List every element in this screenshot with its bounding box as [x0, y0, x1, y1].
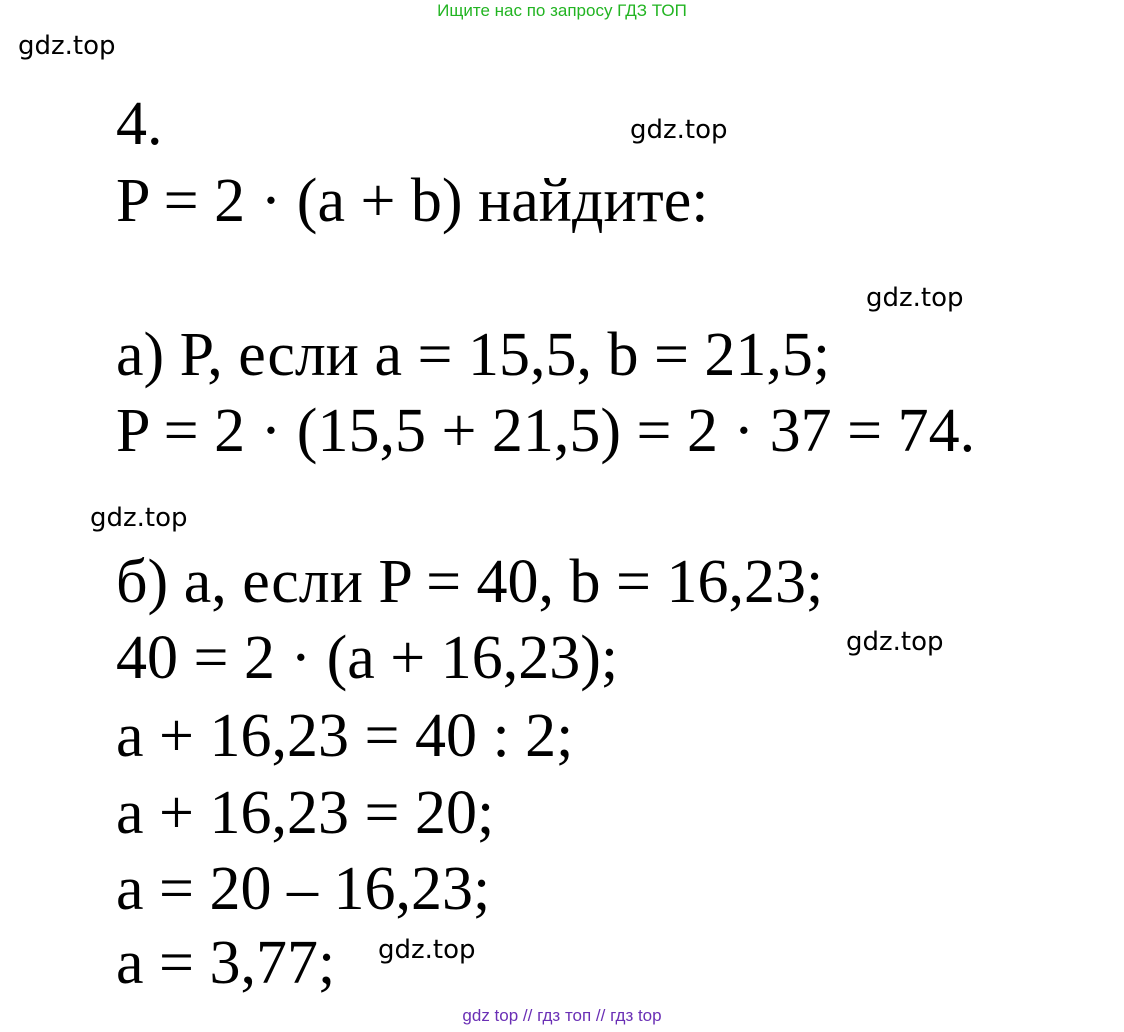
watermark: gdz.top [866, 283, 964, 313]
part-a-question: а) P, если a = 15,5, b = 21,5; [116, 321, 831, 389]
part-b-step: a = 3,77; [116, 929, 336, 997]
part-b-step: a + 16,23 = 20; [116, 779, 495, 847]
watermark: gdz.top [90, 503, 188, 533]
part-b-question: б) a, если P = 40, b = 16,23; [116, 548, 824, 616]
part-b-step: 40 = 2 · (a + 16,23); [116, 624, 619, 692]
watermark: gdz.top [18, 31, 116, 61]
watermark: gdz.top [630, 115, 728, 145]
watermark: gdz.top [846, 627, 944, 657]
search-banner: Ищите нас по запросу ГДЗ ТОП [437, 1, 687, 20]
footer-links: gdz top // гдз топ // гдз top [462, 1006, 662, 1025]
problem-number: 4. [116, 90, 163, 158]
part-b-step: a = 20 – 16,23; [116, 855, 491, 923]
part-b-step: a + 16,23 = 40 : 2; [116, 702, 574, 770]
watermark: gdz.top [378, 935, 476, 965]
formula-line: P = 2 · (a + b) найдите: [116, 167, 709, 235]
part-a-solution: P = 2 · (15,5 + 21,5) = 2 · 37 = 74. [116, 397, 976, 465]
